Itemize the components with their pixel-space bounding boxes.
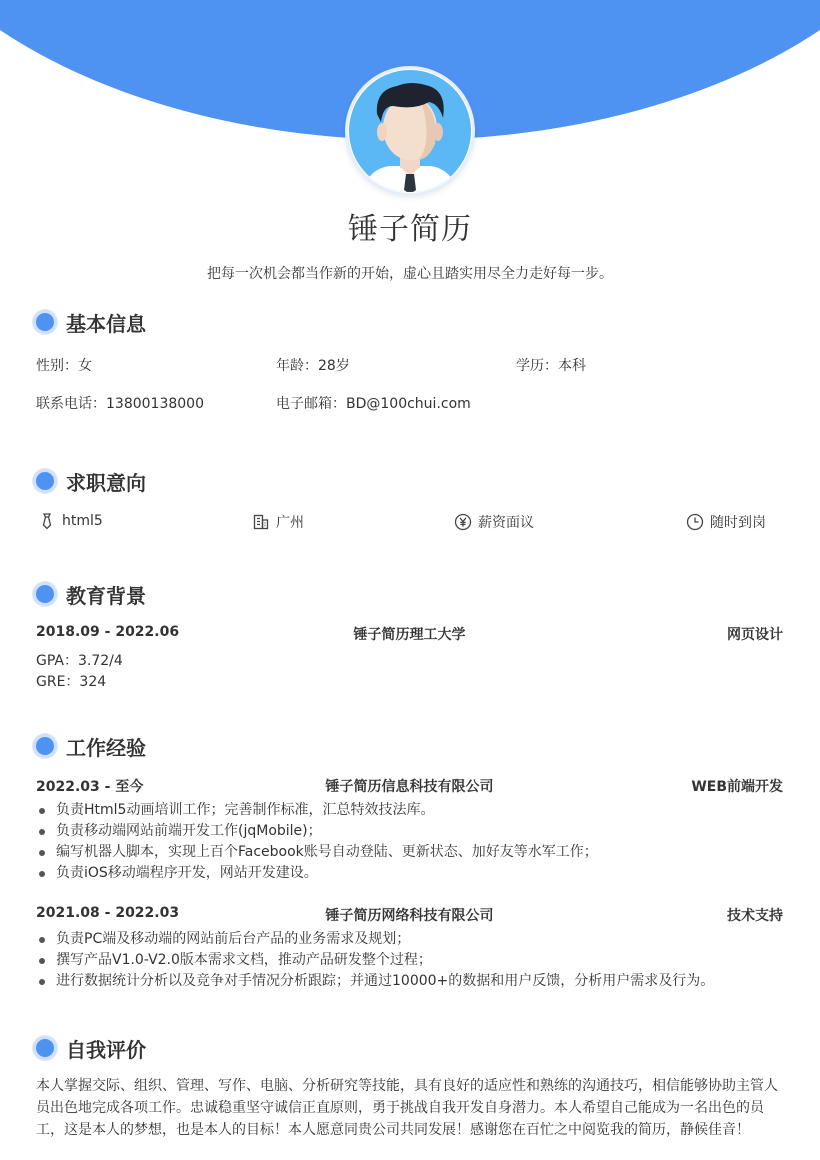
section-work <box>33 732 146 760</box>
work-period: 2022.03 - 至今 <box>36 779 144 795</box>
clock-icon <box>686 513 704 531</box>
work-duties-1 <box>36 800 598 884</box>
education-major: 网页设计 <box>727 627 783 643</box>
list-item: 编写机器人脚本，实现上百个Facebook账号自动登陆、更新状态、加好友等水军工作； <box>36 842 598 863</box>
list-item: 负责移动端网站前端开发工作(jqMobile)； <box>36 821 598 842</box>
resume-name: 锤子简历 <box>348 212 472 247</box>
intent-availability-label: 随时到岗 <box>710 515 766 531</box>
section-bullet-icon <box>33 734 57 758</box>
section-title: 教育背景 <box>66 583 146 608</box>
intent-salary <box>454 512 534 532</box>
intent-city-label: 广州 <box>276 515 304 531</box>
list-item: 负责Html5动画培训工作；完善制作标准，汇总特效技法库。 <box>36 800 598 821</box>
section-bullet-icon <box>33 1036 57 1060</box>
list-item: 负责iOS移动端程序开发，网站开发建设。 <box>36 863 598 884</box>
section-job-intent <box>33 467 146 495</box>
education-gpa: GPA：3.72/4 <box>36 653 123 669</box>
intent-position-label: html5 <box>62 513 103 529</box>
phone-field: 联系电话：13800138000 <box>36 396 204 412</box>
work-company: 锤子简历信息科技有限公司 <box>325 779 494 795</box>
avatar-icon <box>349 70 471 192</box>
building-icon <box>252 513 270 531</box>
work-period: 2021.08 - 2022.03 <box>36 905 180 921</box>
resume-motto: 把每一次机会都当作新的开始，虚心且踏实用尽全力走好每一步。 <box>207 266 613 282</box>
intent-position <box>38 512 103 530</box>
list-item: 负责PC端及移动端的网站前后台产品的业务需求及规划； <box>36 929 714 950</box>
section-bullet-icon <box>33 310 57 334</box>
age-field: 年龄：28岁 <box>276 358 350 374</box>
intent-salary-label: 薪资面议 <box>478 515 534 531</box>
intent-availability <box>686 512 766 532</box>
education-row <box>36 624 783 644</box>
yen-icon <box>454 513 472 531</box>
education-level-field: 学历：本科 <box>516 358 586 374</box>
intent-city <box>252 512 304 532</box>
section-bullet-icon <box>33 582 57 606</box>
work-row-1 <box>36 776 783 796</box>
section-title: 求职意向 <box>66 470 146 495</box>
section-basic-info <box>33 308 146 336</box>
education-gre: GRE：324 <box>36 674 107 690</box>
work-row-2 <box>36 905 783 925</box>
section-education <box>33 580 146 608</box>
work-role: 技术支持 <box>727 908 783 924</box>
gender-field: 性别：女 <box>36 358 92 374</box>
list-item: 进行数据统计分析以及竞争对手情况分析跟踪；并通过10000+的数据和用户反馈，分析用户需求及行为。 <box>36 971 714 992</box>
section-title: 工作经验 <box>66 735 146 760</box>
self-eval-text: 本人掌握交际、组织、管理、写作、电脑、分析研究等技能，具有良好的适应性和熟练的沟通技巧，相信能够协助主管人员出色地完成各项工作。忠诚稳重坚守诚信正直原则，勇于挑战自我开发自身潜力。本人希望自己能成为一名出色的员工，这是本人的梦想，也是本人的目标！本人愿意同贵公司共同发展！感谢您在百忙之中阅览我的简历，静候佳音！ <box>36 1078 778 1138</box>
email-field: 电子邮箱：BD@100chui.com <box>276 396 471 412</box>
education-period: 2018.09 - 2022.06 <box>36 624 180 640</box>
education-school: 锤子简历理工大学 <box>353 627 466 643</box>
tie-icon <box>38 512 56 530</box>
section-title: 基本信息 <box>66 311 146 336</box>
avatar <box>345 66 475 196</box>
work-company: 锤子简历网络科技有限公司 <box>325 908 494 924</box>
section-bullet-icon <box>33 469 57 493</box>
list-item: 撰写产品V1.0-V2.0版本需求文档，推动产品研发整个过程； <box>36 950 714 971</box>
work-duties-2 <box>36 929 714 992</box>
section-self-eval <box>33 1034 146 1062</box>
section-title: 自我评价 <box>66 1037 146 1062</box>
work-role: WEB前端开发 <box>691 779 783 795</box>
